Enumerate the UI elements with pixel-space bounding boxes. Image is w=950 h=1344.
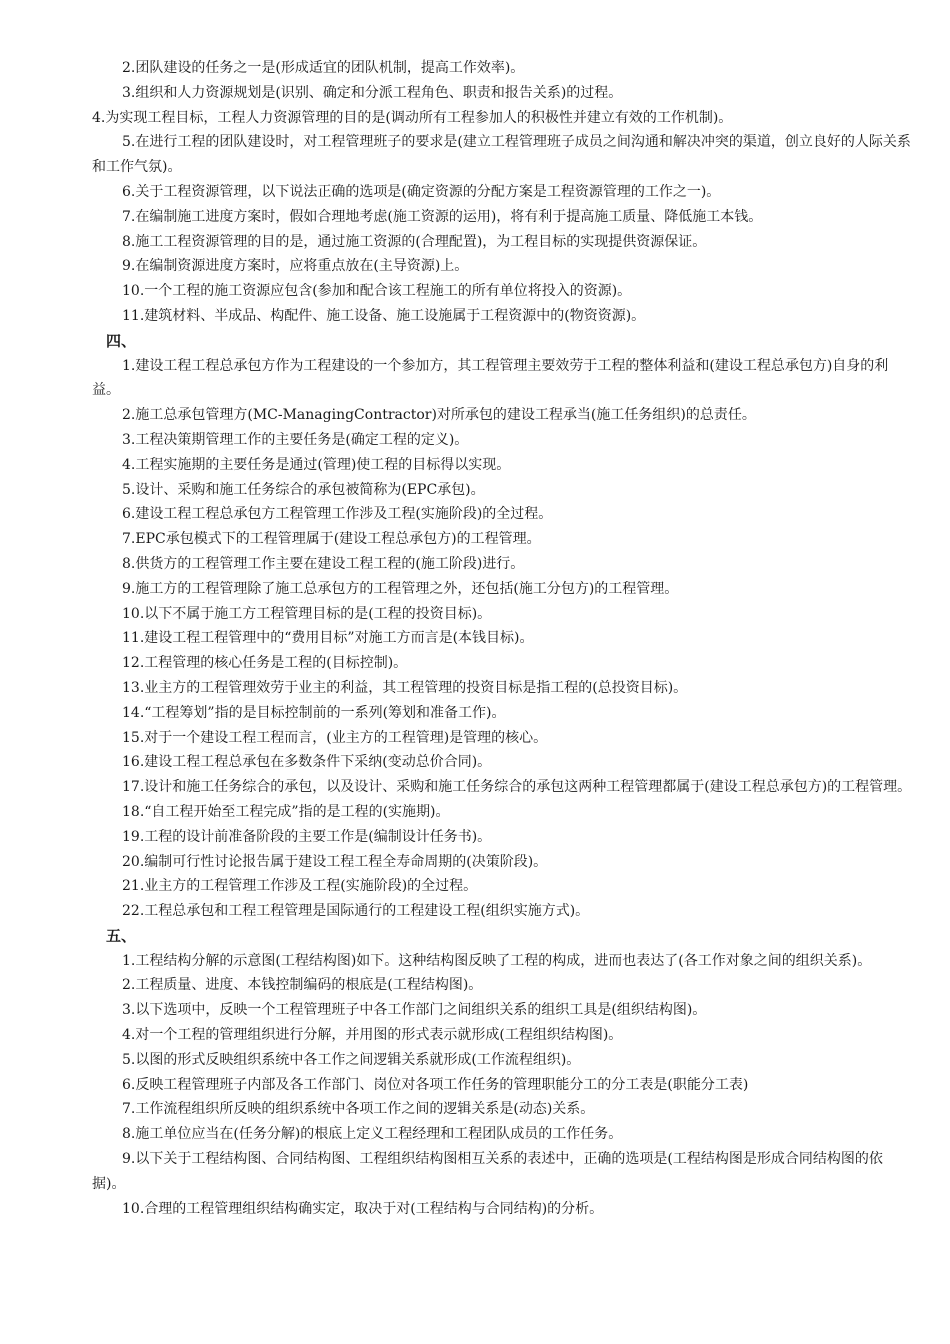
paragraph: 4.为实现工程目标，工程人力资源管理的目的是(调动所有工程参加人的积极性并建立有效的工作机制)。 — [92, 109, 733, 126]
paragraph: 10.一个工程的施工资源应包含(参加和配合该工程施工的所有单位将投入的资源)。 — [122, 283, 632, 300]
section-3-tail — [92, 56, 914, 329]
paragraph: 15.对于一个建设工程工程而言，(业主方的工程管理)是管理的核心。 — [122, 729, 548, 746]
paragraph: 3.工程决策期管理工作的主要任务是(确定工程的定义)。 — [122, 431, 469, 448]
paragraph: 10.以下不属于施工方工程管理目标的是(工程的投资目标)。 — [122, 605, 492, 622]
paragraph: 12.工程管理的核心任务是工程的(目标控制)。 — [122, 655, 408, 672]
paragraph: 2.团队建设的任务之一是(形成适宜的团队机制，提高工作效率)。 — [122, 60, 525, 76]
paragraph: 9.在编制资源进度方案时，应将重点放在(主导资源)上。 — [122, 258, 469, 275]
document-page — [92, 56, 914, 1221]
paragraph: 5.在进行工程的团队建设时，对工程管理班子的要求是(建立工程管理班子成员之间沟通和解决冲突的渠道，创立良好的人际关系和工作气氛)。 — [92, 134, 911, 176]
paragraph: 7.EPC承包模式下的工程管理属于(建设工程总承包方)的工程管理。 — [122, 531, 541, 548]
paragraph: 11.建设工程工程管理中的“费用目标”对施工方而言是(本钱目标)。 — [122, 630, 534, 647]
paragraph: 22.工程总承包和工程工程管理是国际通行的工程建设工程(组织实施方式)。 — [122, 903, 590, 920]
section-5 — [92, 924, 914, 1222]
paragraph: 8.施工工程资源管理的目的是，通过施工资源的(合理配置)，为工程目标的实现提供资源保证。 — [122, 233, 707, 250]
section-heading: 五、 — [106, 926, 137, 945]
paragraph: 8.供货方的工程管理工作主要在建设工程工程的(施工阶段)进行。 — [122, 555, 525, 572]
paragraph: 6.反映工程管理班子内部及各工作部门、岗位对各项工作任务的管理职能分工的分工表是(职能分工表) — [122, 1076, 749, 1093]
paragraph: 6.建设工程工程总承包方工程管理工作涉及工程(实施阶段)的全过程。 — [122, 506, 553, 523]
paragraph: 4.对一个工程的管理组织进行分解，并用图的形式表示就形成(工程组织结构图)。 — [122, 1027, 623, 1044]
paragraph: 14.“工程筹划”指的是目标控制前的一系列(筹划和准备工作)。 — [122, 704, 506, 721]
paragraph: 9.以下关于工程结构图、合同结构图、工程组织结构图相互关系的表述中，正确的选项是(工程结构图是形成合同结构图的依据)。 — [92, 1151, 883, 1192]
paragraph: 2.施工总承包管理方(MC-ManagingContractor)对所承包的建设工程承当(施工任务组织)的总责任。 — [122, 407, 756, 424]
paragraph: 18.“自工程开始至工程完成”指的是工程的(实施期)。 — [122, 803, 450, 820]
paragraph: 3.以下选项中，反映一个工程管理班子中各工作部门之间组织关系的组织工具是(组织结构图)。 — [122, 1002, 707, 1019]
paragraph: 17.设计和施工任务综合的承包，以及设计、采购和施工任务综合的承包这两种工程管理都属于(建设工程总承包方)的工程管理。 — [122, 779, 912, 796]
section-heading: 四、 — [106, 331, 137, 350]
paragraph: 19.工程的设计前准备阶段的主要工作是(编制设计任务书)。 — [122, 828, 492, 845]
paragraph: 1.工程结构分解的示意图(工程结构图)如下。这种结构图反映了工程的构成，进而也表达了(各工作对象之间的组织关系)。 — [122, 952, 872, 969]
paragraph: 9.施工方的工程管理除了施工总承包方的工程管理之外，还包括(施工分包方)的工程管理。 — [122, 580, 679, 597]
paragraph: 4.工程实施期的主要任务是通过(管理)使工程的目标得以实现。 — [122, 456, 511, 473]
paragraph: 7.工作流程组织所反映的组织系统中各项工作之间的逻辑关系是(动态)关系。 — [122, 1101, 595, 1118]
paragraph: 3.组织和人力资源规划是(识别、确定和分派工程角色、职责和报告关系)的过程。 — [122, 84, 623, 101]
paragraph: 7.在编制施工进度方案时，假如合理地考虑(施工资源的运用)，将有利于提高施工质量、降低施工本钱。 — [122, 208, 763, 225]
paragraph: 13.业主方的工程管理效劳于业主的利益，其工程管理的投资目标是指工程的(总投资目标)。 — [122, 679, 688, 696]
paragraph: 10.合理的工程管理组织结构确实定，取决于对(工程结构与合同结构)的分析。 — [122, 1200, 604, 1217]
paragraph: 11.建筑材料、半成品、构配件、施工设备、施工设施属于工程资源中的(物资资源)。 — [122, 307, 646, 324]
section-4 — [92, 329, 914, 924]
paragraph: 2.工程质量、进度、本钱控制编码的根底是(工程结构图)。 — [122, 977, 483, 994]
paragraph: 6.关于工程资源管理，以下说法正确的选项是(确定资源的分配方案是工程资源管理的工作之一)。 — [122, 183, 721, 200]
paragraph: 8.施工单位应当在(任务分解)的根底上定义工程经理和工程团队成员的工作任务。 — [122, 1126, 623, 1143]
paragraph: 20.编制可行性讨论报告属于建设工程工程全寿命周期的(决策阶段)。 — [122, 853, 548, 870]
paragraph: 1.建设工程工程总承包方作为工程建设的一个参加方，其工程管理主要效劳于工程的整体利益和(建设工程总承包方)自身的利益。 — [92, 357, 889, 399]
paragraph: 5.设计、采购和施工任务综合的承包被简称为(EPC承包)。 — [122, 481, 485, 498]
paragraph: 16.建设工程工程总承包在多数条件下采纳(变动总价合同)。 — [122, 754, 492, 771]
paragraph: 5.以图的形式反映组织系统中各工作之间逻辑关系就形成(工作流程组织)。 — [122, 1051, 581, 1068]
paragraph: 21.业主方的工程管理工作涉及工程(实施阶段)的全过程。 — [122, 878, 478, 895]
